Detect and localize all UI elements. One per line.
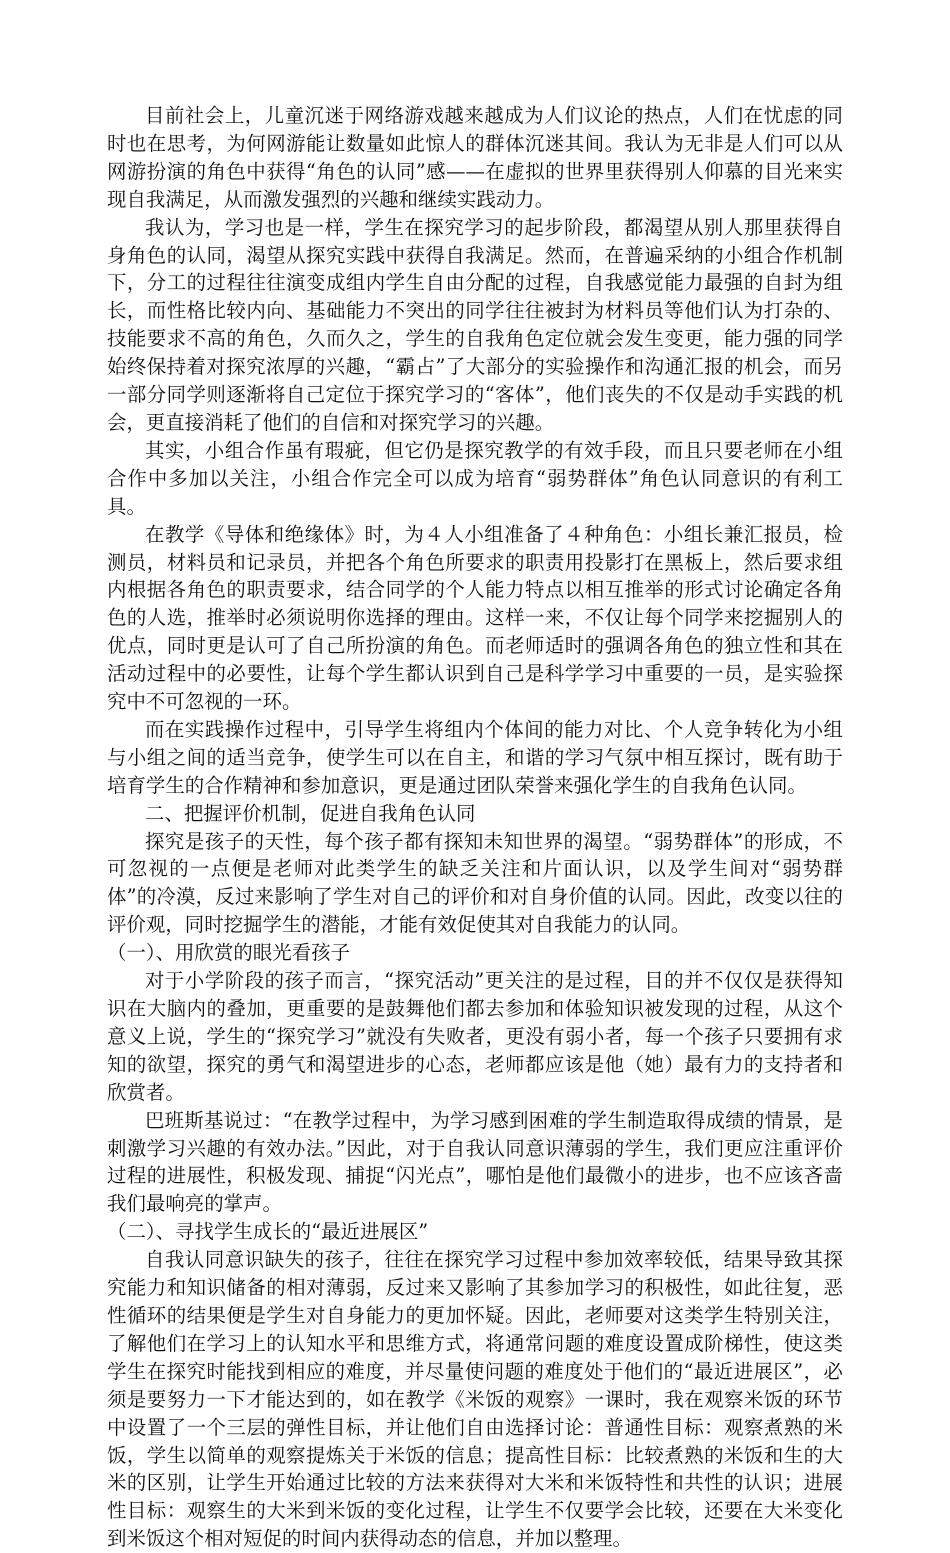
paragraph-babansky-quote: 巴班斯基说过：“在教学过程中，为学习感到困难的学生制造取得成绩的情景，是刺激学习兴趣的有效办法。”因此，对于自我认同意识薄弱的学生，我们更应注重评价过程的进展性，积极发现、捕捉“闪光点”，哪怕是他们最微小的进步，也不应该吝啬我们最响亮的掌声。 [107,1108,843,1216]
subsection-heading-appreciation: （一）、用欣赏的眼光看孩子 [107,941,351,965]
paragraph-conductor-lesson: 在教学《导体和绝缘体》时，为４人小组准备了４种角色：小组长兼汇报员，检测员，材料员和记录员，并把各个角色所要求的职责用投影打在黑板上，然后要求组内根据各角色的职责要求，结合同学的个人能力特点以相互推举的形式讨论确定各角色的人选，推举时必须说明你选择的理由。这样一来，不仅让每个同学来挖掘别人的优点，同时更是认可了自己所扮演的角色。而老师适时的强调各角色的独立性和其在活动过程中的必要性，让每个学生都认识到自己是科学学习中重要的一员，是实验探究中不可忽视的一环。 [107,522,843,714]
paragraph-practice: 而在实践操作过程中，引导学生将组内个体间的能力对比、个人竞争转化为小组与小组之间的适当竞争，使学生可以在自主，和谐的学习气氛中相互探讨，既有助于培育学生的合作精神和参加意识，更是通过团队荣誉来强化学生的自我角色认同。 [107,717,843,797]
paragraph-group-cooperation: 其实，小组合作虽有瑕疵，但它仍是探究教学的有效手段，而且只要老师在小组合作中多加以关注，小组合作完全可以成为培育“弱势群体”角色认同意识的有利工具。 [107,438,843,518]
document-body [107,102,843,1553]
subsection-heading-development-zone: （二）、寻找学生成长的“最近进展区” [107,1220,429,1244]
paragraph-rice-observation: 自我认同意识缺失的孩子，往往在探究学习过程中参加效率较低，结果导致其探究能力和知识储备的相对薄弱，反过来又影响了其参加学习的积极性，如此往复，恶性循环的结果便是学生对自身能力的更加怀疑。因此，老师要对这类学生特别关注，了解他们在学习上的认知水平和思维方式，将通常问题的难度设置成阶梯性，使这类学生在探究时能找到相应的难度，并尽量使问题的难度处于他们的“最近进展区”，必须是要努力一下才能达到的，如在教学《米饭的观察》一课时，我在观察米饭的环节中设置了一个三层的弹性目标，并让他们自由选择讨论：普通性目标：观察煮熟的米饭，学生以简单的观察提炼关于米饭的信息；提高性目标：比较煮熟的米饭和生的大米的区别，让学生开始通过比较的方法来获得对大米和米饭特性和共性的认识；进展性目标：观察生的大米到米饭的变化过程，让学生不仅要学会比较，还要在大米变化到米饭这个相对短促的时间内获得动态的信息，并加以整理。 [107,1248,843,1551]
paragraph-learning: 我认为，学习也是一样，学生在探究学习的起步阶段，都渴望从别人那里获得自身角色的认同，渴望从探究实践中获得自我满足。然而，在普遍采纳的小组合作机制下，分工的过程往往演变成组内学生自由分配的过程，自我感觉能力最强的自封为组长，而性格比较内向、基础能力不突出的同学往往被封为材料员等他们认为打杂的、技能要求不高的角色，久而久之，学生的自我角色定位就会发生变更，能力强的同学始终保持着对探究浓厚的兴趣，“霸占”了大部分的实验操作和沟通汇报的机会，而另一部分同学则逐渐将自己定位于探究学习的“客体”，他们丧失的不仅是动手实践的机会，更直接消耗了他们的自信和对探究学习的兴趣。 [107,215,843,434]
paragraph-exploration-nature: 探究是孩子的天性，每个孩子都有探知未知世界的渴望。“弱势群体”的形成，不可忽视的一点便是老师对此类学生的缺乏关注和片面认识，以及学生间对“弱势群体”的冷漠，反过来影响了学生对自己的评价和对自身价值的认同。因此，改变以往的评价观，同时挖掘学生的潜能，才能有效促使其对自我能力的认同。 [107,829,843,937]
paragraph-intro: 目前社会上，儿童沉迷于网络游戏越来越成为人们议论的热点，人们在忧虑的同时也在思考，为何网游能让数量如此惊人的群体沉迷其间。我认为无非是人们可以从网游扮演的角色中获得“角色的认同”感——在虚拟的世界里获得别人仰慕的目光来实现自我满足，从而激发强烈的兴趣和继续实践动力。 [107,104,843,211]
section-heading-evaluation: 二、把握评价机制，促进自我角色认同 [145,801,476,825]
paragraph-primary-stage: 对于小学阶段的孩子而言，“探究活动”更关注的是过程，目的并不仅仅是获得知识在大脑内的叠加，更重要的是鼓舞他们都去参加和体验知识被发现的过程，从这个意义上说，学生的“探究学习”就没有失败者，更没有弱小者，每一个孩子只要拥有求知的欲望，探究的勇气和渴望进步的心态，老师都应该是他（她）最有力的支持者和欣赏者。 [107,969,843,1104]
